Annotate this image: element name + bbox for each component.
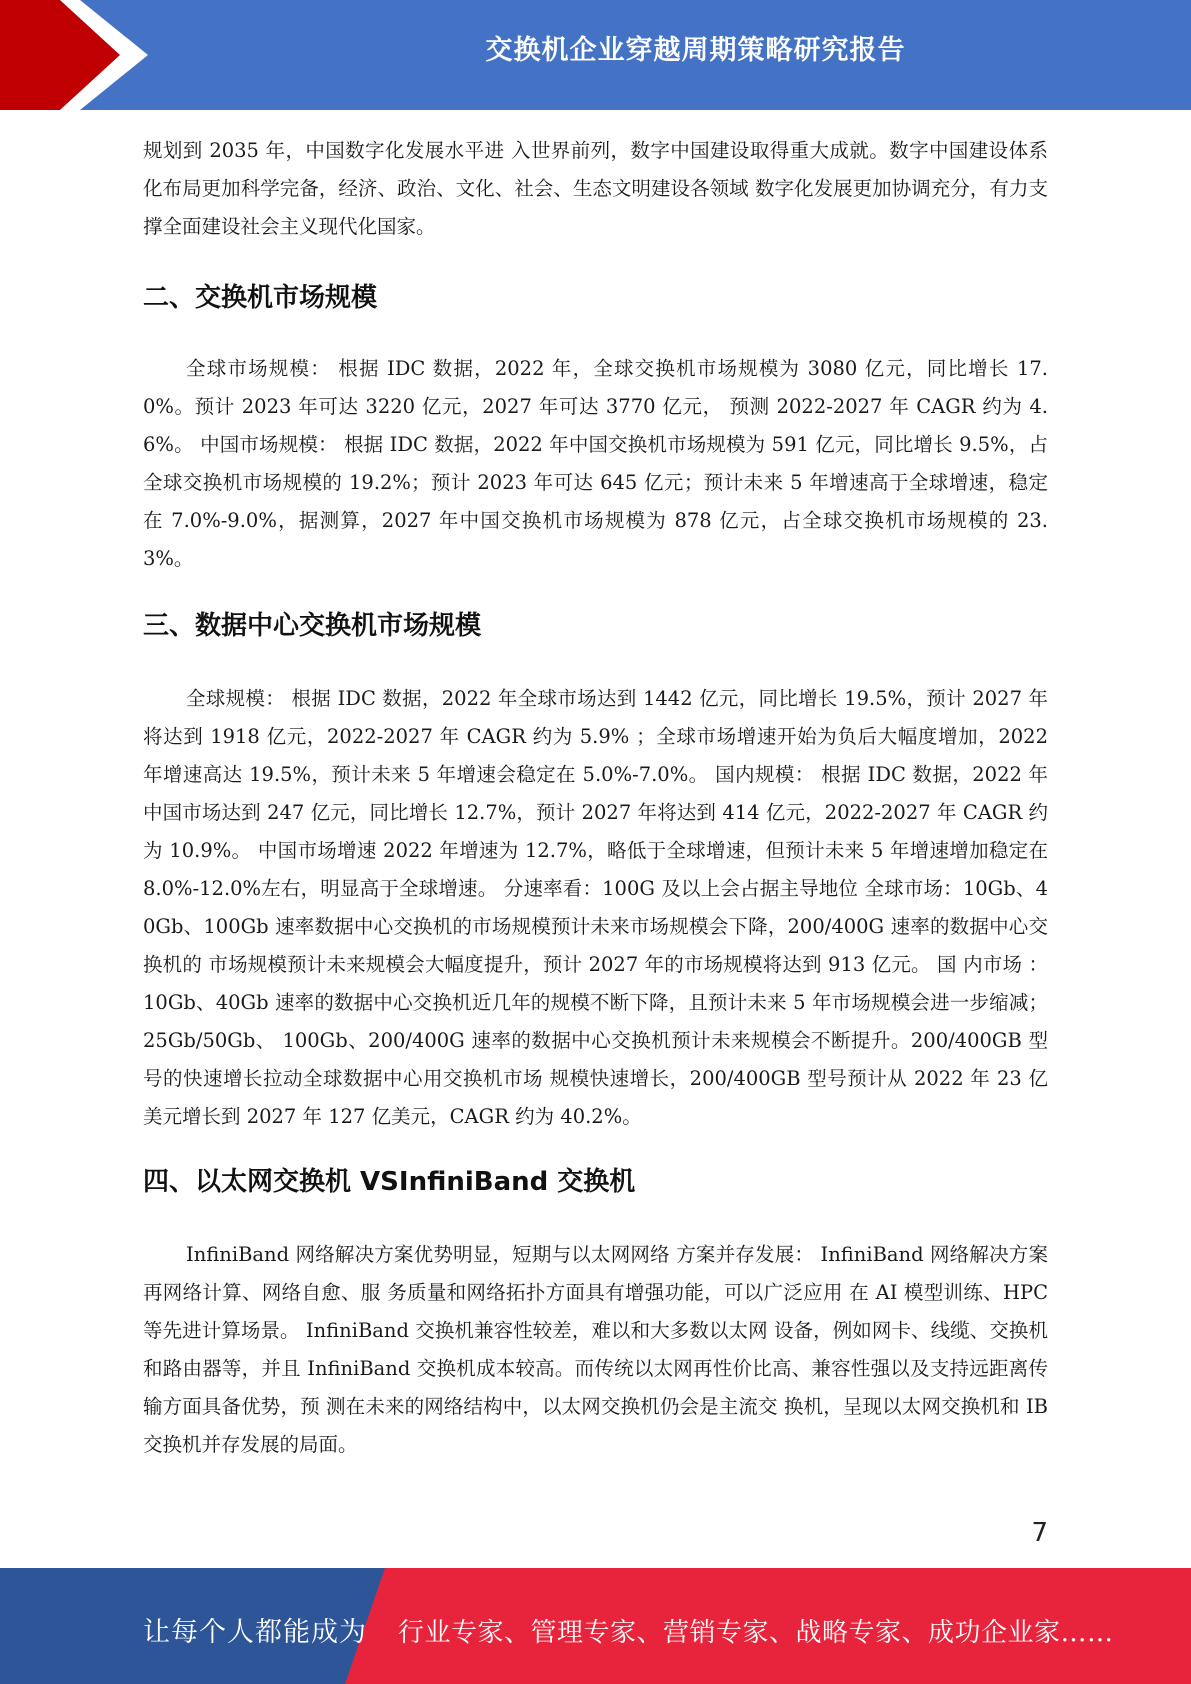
page-number: 7 <box>1031 1518 1048 1548</box>
document-body <box>143 132 1048 1456</box>
intro-paragraph: 规划到 2035 年，中国数字化发展水平进 入世界前列，数字中国建设取得重大成就。数字中国建设体系化布局更加科学完备，经济、政治、文化、社会、生态文明建设各领域 数字化发展更加协调充分，有力支撑全面建设社会主义现代化国家。 <box>143 139 1048 238</box>
section-heading-market-size: 二、交换机市场规模 <box>143 283 378 313</box>
page-footer <box>0 1568 1191 1684</box>
section-heading-ethernet-vs-infiniband: 四、以太网交换机 VSInfiniBand 交换机 <box>143 1167 636 1197</box>
footer-slogan-left: 让每个人都能成为 <box>143 1617 367 1648</box>
section-heading-datacenter-market: 三、数据中心交换机市场规模 <box>143 611 482 641</box>
section-paragraph-ethernet-vs-infiniband: InfiniBand 网络解决方案优势明显，短期与以太网网络 方案并存发展： InfiniBand 网络解决方案再网络计算、网络自愈、服 务质量和网络拓扑方面具有增强功能，可以广泛应用 在 AI 模型训练、HPC 等先进计算场景。 InfiniBand 交换机兼容性较差，难以和大多数以太网 设备，例如网卡、线缆、交换机和路由器等，并且 InfiniBand 交换机成本较高。而传统以太网再性价比高、兼容性强以及支持远距离传输方面具备优势，预 测在未来的网络结构中，以太网交换机仍会是主流交 换机，呈现以太网交换机和 IB 交换机并存发展的局面。 <box>143 1243 1048 1456</box>
header-title: 交换机企业穿越周期策略研究报告 <box>485 35 906 66</box>
page-header <box>0 0 1191 110</box>
footer-slogan-right: 行业专家、管理专家、营销专家、战略专家、成功企业家…… <box>398 1618 1114 1648</box>
section-paragraph-market-size: 全球市场规模： 根据 IDC 数据，2022 年，全球交换机市场规模为 3080 亿元，同比增长 17.0%。预计 2023 年可达 3220 亿元，2027 年可达 3770 亿元， 预测 2022-2027 年 CAGR 约为 4.6%。 中国市场规模： 根据 IDC 数据，2022 年中国交换机市场规模为 591 亿元，同比增长 9.5%，占全球交换机市场规模的 19.2%；预计 2023 年可达 645 亿元；预计未来 5 年增速高于全球增速，稳定在 7.0%-9.0%，据测算，2027 年中国交换机市场规模为 878 亿元，占全球交换机市场规模的 23.3%。 <box>143 357 1048 570</box>
section-paragraph-datacenter-market: 全球规模： 根据 IDC 数据，2022 年全球市场达到 1442 亿元，同比增长 19.5%，预计 2027 年将达到 1918 亿元，2022-2027 年 CAGR 约为 5.9% ；全球市场增速开始为负后大幅度增加，2022 年增速高达 19.5%，预计未来 5 年增速会稳定在 5.0%-7.0%。 国内规模： 根据 IDC 数据，2022 年中国市场达到 247 亿元，同比增长 12.7%，预计 2027 年将达到 414 亿元，2022-2027 年 CAGR 约为 10.9%。 中国市场增速 2022 年增速为 12.7%，略低于全球增速，但预计未来 5 年增速增加稳定在 8.0%-12.0%左右，明显高于全球增速。 分速率看：100G 及以上会占据主导地位 全球市场：10Gb、40Gb、100Gb 速率数据中心交换机的市场规模预计未来市场规模会下降，200/400G 速率的数据中心交换机的 市场规模预计未来规模会大幅度提升，预计 2027 年的市场规模将达到 913 亿元。 国 内市场 ： 10Gb、40Gb 速率的数据中心交换机近几年的规模不断下降，且预计未来 5 年市场规模会进一步缩减；25Gb/50Gb、 100Gb、200/400G 速率的数据中心交换机预计未来规模会不断提升。200/400GB 型号的快速增长拉动全球数据中心用交换机市场 规模快速增长，200/400GB 型号预计从 2022 年 23 亿美元增长到 2027 年 127 亿美元，CAGR 约为 40.2%。 <box>143 687 1048 1128</box>
